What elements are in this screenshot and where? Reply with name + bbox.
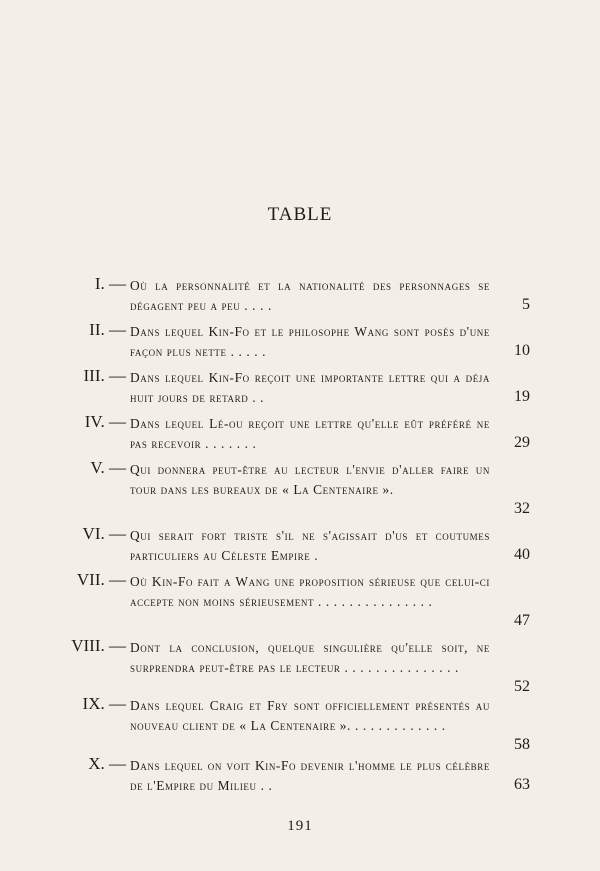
chapter-description: Où Kin-Fo fait a Wang une proposition sérieuse que celui-ci accepte non moins sérieusement . . . . . . . . . . . . . . . <box>130 574 490 609</box>
chapter-description: Qui serait fort triste s'il ne s'agissait d'us et coutumes particuliers au Céleste Empire . <box>130 528 490 563</box>
chapter-description: Dans lequel Kin-Fo reçoit une importante lettre qui a déja huit jours de retard . . <box>130 370 490 405</box>
page-reference: 58 <box>514 736 530 753</box>
chapter-number: V. — <box>90 458 126 477</box>
chapter-number: I. — <box>94 274 126 293</box>
chapter-number: II. — <box>89 320 126 339</box>
page-reference: 47 <box>514 612 530 629</box>
page-reference: 5 <box>522 296 530 313</box>
chapter-description: Dans lequel Craig et Fry sont officiellement présentés au nouveau client de « La Centenaire ». . . . . . . . . . . . . <box>130 698 490 733</box>
chapter-number: VIII. — <box>71 636 126 655</box>
page-number: 191 <box>287 818 313 834</box>
chapter-description: Où la personnalité et la nationalité des personnages se dégagent peu a peu . . . . <box>130 278 490 313</box>
page-reference: 19 <box>514 388 530 405</box>
page-reference: 29 <box>514 434 530 451</box>
page-reference: 63 <box>514 776 530 793</box>
page-reference: 10 <box>514 342 530 359</box>
chapter-number: VI. — <box>82 524 126 543</box>
chapter-number: III. — <box>83 366 126 385</box>
chapter-number: VII. — <box>76 570 126 589</box>
page-reference: 32 <box>514 500 530 517</box>
chapter-number: X. — <box>88 754 126 773</box>
chapter-number: IV. — <box>84 412 126 431</box>
page-title: TABLE <box>267 204 333 225</box>
page-reference: 52 <box>514 678 530 695</box>
chapter-number: IX. — <box>82 694 126 713</box>
chapter-description: Qui donnera peut-être au lecteur l'envie d'aller faire un tour dans les bureaux de « La Centenaire ». <box>130 462 490 497</box>
chapter-description: Dans lequel on voit Kin-Fo devenir l'homme le plus célèbre de l'Empire du Milieu . . <box>130 758 490 793</box>
chapter-description: Dans lequel Kin-Fo et le philosophe Wang sont posés d'une façon plus nette . . . . . <box>130 324 490 359</box>
chapter-description: Dans lequel Lé-ou reçoit une lettre qu'elle eût préféré ne pas recevoir . . . . . . . <box>130 416 490 451</box>
page-reference: 40 <box>514 546 530 563</box>
chapter-description: Dont la conclusion, quelque singulière qu'elle soit, ne surprendra peut-être pas le lecteur . . . . . . . . . . . . . . . <box>130 640 490 675</box>
